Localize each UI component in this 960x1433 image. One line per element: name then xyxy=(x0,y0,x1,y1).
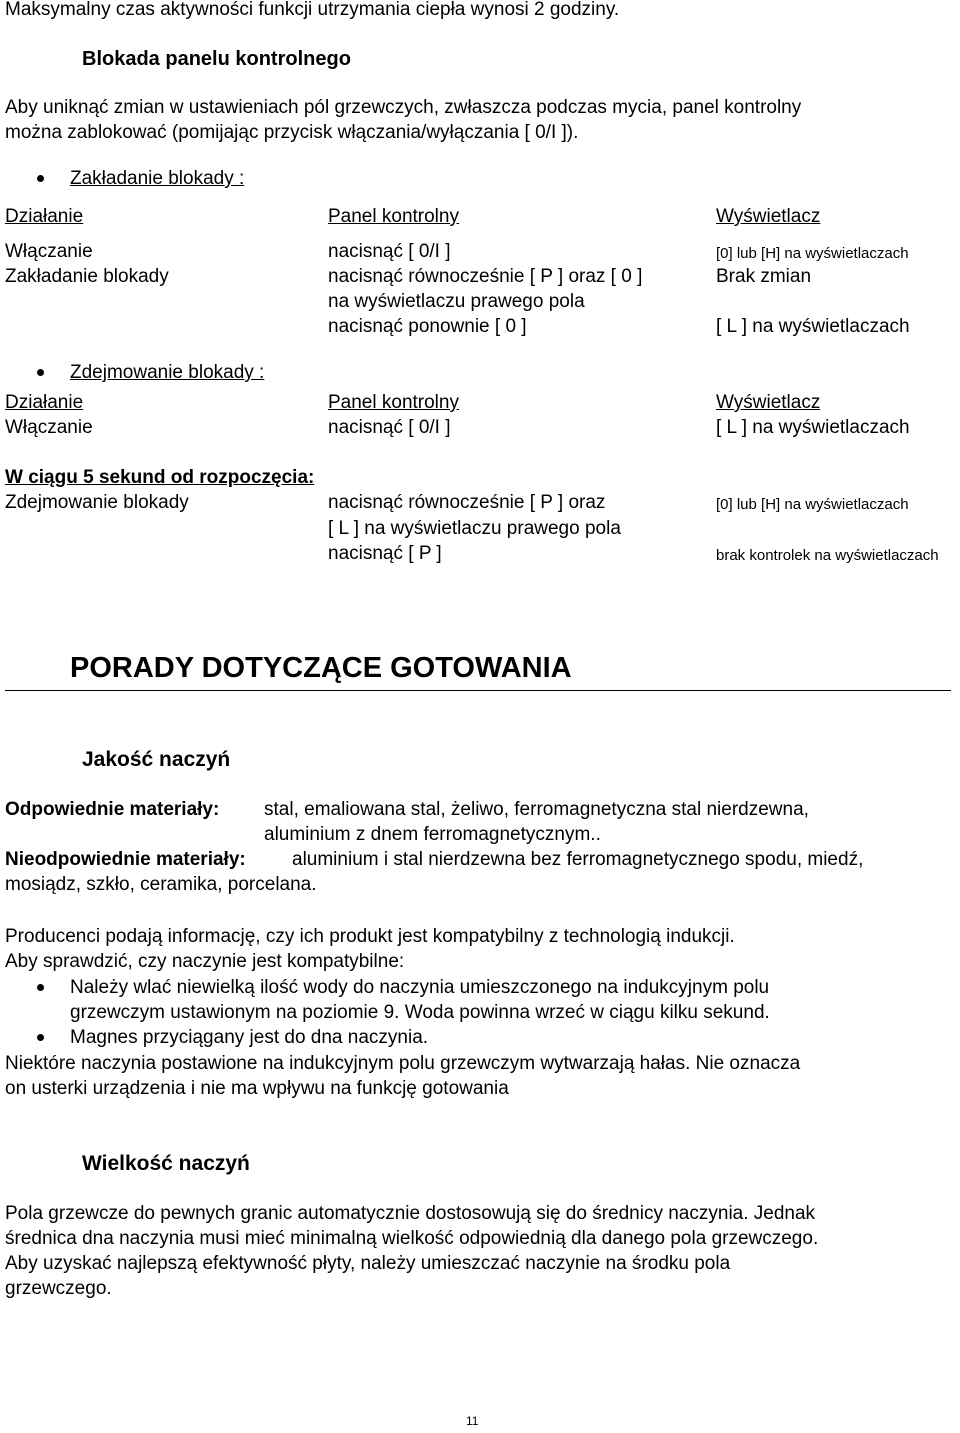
remove-row3-panel: [ L ] na wyświetlaczu prawego pola xyxy=(328,518,621,539)
within-5s-heading: W ciągu 5 sekund od rozpoczęcia: xyxy=(5,467,315,488)
suitable-label: Odpowiednie materiały: xyxy=(5,799,220,820)
remove-row2-action: Zdejmowanie blokady xyxy=(5,492,189,513)
suitable-text-2: aluminium z dnem ferromagnetycznym.. xyxy=(264,824,601,845)
set-row1-display: [0] lub [H] na wyświetlaczach xyxy=(716,245,909,262)
quality-title: Jakość naczyń xyxy=(82,748,231,771)
remove-row4-display: brak kontrolek na wyświetlaczach xyxy=(716,547,939,564)
set-row1-panel: nacisnąć [ 0/I ] xyxy=(328,241,451,262)
header-action: Działanie xyxy=(5,206,84,227)
header-panel-2: Panel kontrolny xyxy=(328,392,459,413)
size-text-3: Aby uzyskać najlepszą efektywność płyty, należy umieszczać naczynie na środku pola xyxy=(5,1253,731,1274)
remove-row2-display: [0] lub [H] na wyświetlaczach xyxy=(716,496,909,513)
bullet-icon xyxy=(37,175,44,182)
remove-row1-display: [ L ] na wyświetlaczach xyxy=(716,417,910,438)
unsuitable-text-1: aluminium i stal nierdzewna bez ferromagnetycznego spodu, miedź, xyxy=(292,849,864,870)
set-row3-panel: na wyświetlaczu prawego pola xyxy=(328,291,585,312)
remove-row1-action: Włączanie xyxy=(5,417,93,438)
size-title: Wielkość naczyń xyxy=(82,1152,250,1175)
page-number: 11 xyxy=(466,1414,479,1428)
lock-desc-2: można zablokować (pomijając przycisk włączania/wyłączania [ 0/I ]). xyxy=(5,122,579,143)
set-row2-action: Zakładanie blokady xyxy=(5,266,169,287)
check-bullet-1-line-2: grzewczym ustawionym na poziomie 9. Woda powinna wrzeć w ciągu kilku sekund. xyxy=(70,1002,770,1023)
remove-row4-panel: nacisnąć [ P ] xyxy=(328,543,442,564)
unsuitable-label: Nieodpowiednie materiały: xyxy=(5,849,246,870)
producers-text: Producenci podają informację, czy ich produkt jest kompatybilny z technologią indukcji. xyxy=(5,926,735,947)
noise-text-1: Niektóre naczynia postawione na indukcyjnym polu grzewczym wytwarzają hałas. Nie oznacza xyxy=(5,1053,801,1074)
remove-row2-panel: nacisnąć równocześnie [ P ] oraz xyxy=(328,492,606,513)
section-title: PORADY DOTYCZĄCE GOTOWANIA xyxy=(70,652,572,684)
lock-desc-1: Aby uniknąć zmian w ustawieniach pól grzewczych, zwłaszcza podczas mycia, panel kontrolny xyxy=(5,97,802,118)
header-action-2: Działanie xyxy=(5,392,84,413)
section-divider xyxy=(5,690,951,691)
suitable-text-1: stal, emaliowana stal, żeliwo, ferromagnetyczna stal nierdzewna, xyxy=(264,799,809,820)
noise-text-2: on usterki urządzenia i nie ma wpływu na funkcję gotowania xyxy=(5,1078,509,1099)
header-display: Wyświetlacz xyxy=(716,206,821,227)
header-panel: Panel kontrolny xyxy=(328,206,459,227)
size-text-1: Pola grzewcze do pewnych granic automatycznie dostosowują się do średnicy naczynia. Jednak xyxy=(5,1203,816,1224)
set-row2-display: Brak zmian xyxy=(716,266,812,287)
set-row1-action: Włączanie xyxy=(5,241,93,262)
set-row4-panel: nacisnąć ponownie [ 0 ] xyxy=(328,316,527,337)
bullet-icon xyxy=(37,984,44,991)
remove-row1-panel: nacisnąć [ 0/I ] xyxy=(328,417,451,438)
unsuitable-text-2: mosiądz, szkło, ceramika, porcelana. xyxy=(5,874,317,895)
set-row2-panel: nacisnąć równocześnie [ P ] oraz [ 0 ] xyxy=(328,266,643,287)
bullet-icon xyxy=(37,369,44,376)
lock-title: Blokada panelu kontrolnego xyxy=(82,48,351,70)
set-row4-display: [ L ] na wyświetlaczach xyxy=(716,316,910,337)
remove-lock-heading: Zdejmowanie blokady : xyxy=(70,362,265,383)
intro-line: Maksymalny czas aktywności funkcji utrzymania ciepła wynosi 2 godziny. xyxy=(5,0,620,20)
check-bullet-2: Magnes przyciągany jest do dna naczynia. xyxy=(70,1027,429,1048)
check-bullet-1-line-1: Należy wlać niewielką ilość wody do naczynia umieszczonego na indukcyjnym polu xyxy=(70,977,770,998)
size-text-2: średnica dna naczynia musi mieć minimalną wielkość odpowiednią dla danego pola grzewczego. xyxy=(5,1228,819,1249)
set-lock-heading: Zakładanie blokady : xyxy=(70,168,245,189)
size-text-4: grzewczego. xyxy=(5,1278,112,1299)
check-text: Aby sprawdzić, czy naczynie jest kompatybilne: xyxy=(5,951,405,972)
header-display-2: Wyświetlacz xyxy=(716,392,821,413)
bullet-icon xyxy=(37,1034,44,1041)
